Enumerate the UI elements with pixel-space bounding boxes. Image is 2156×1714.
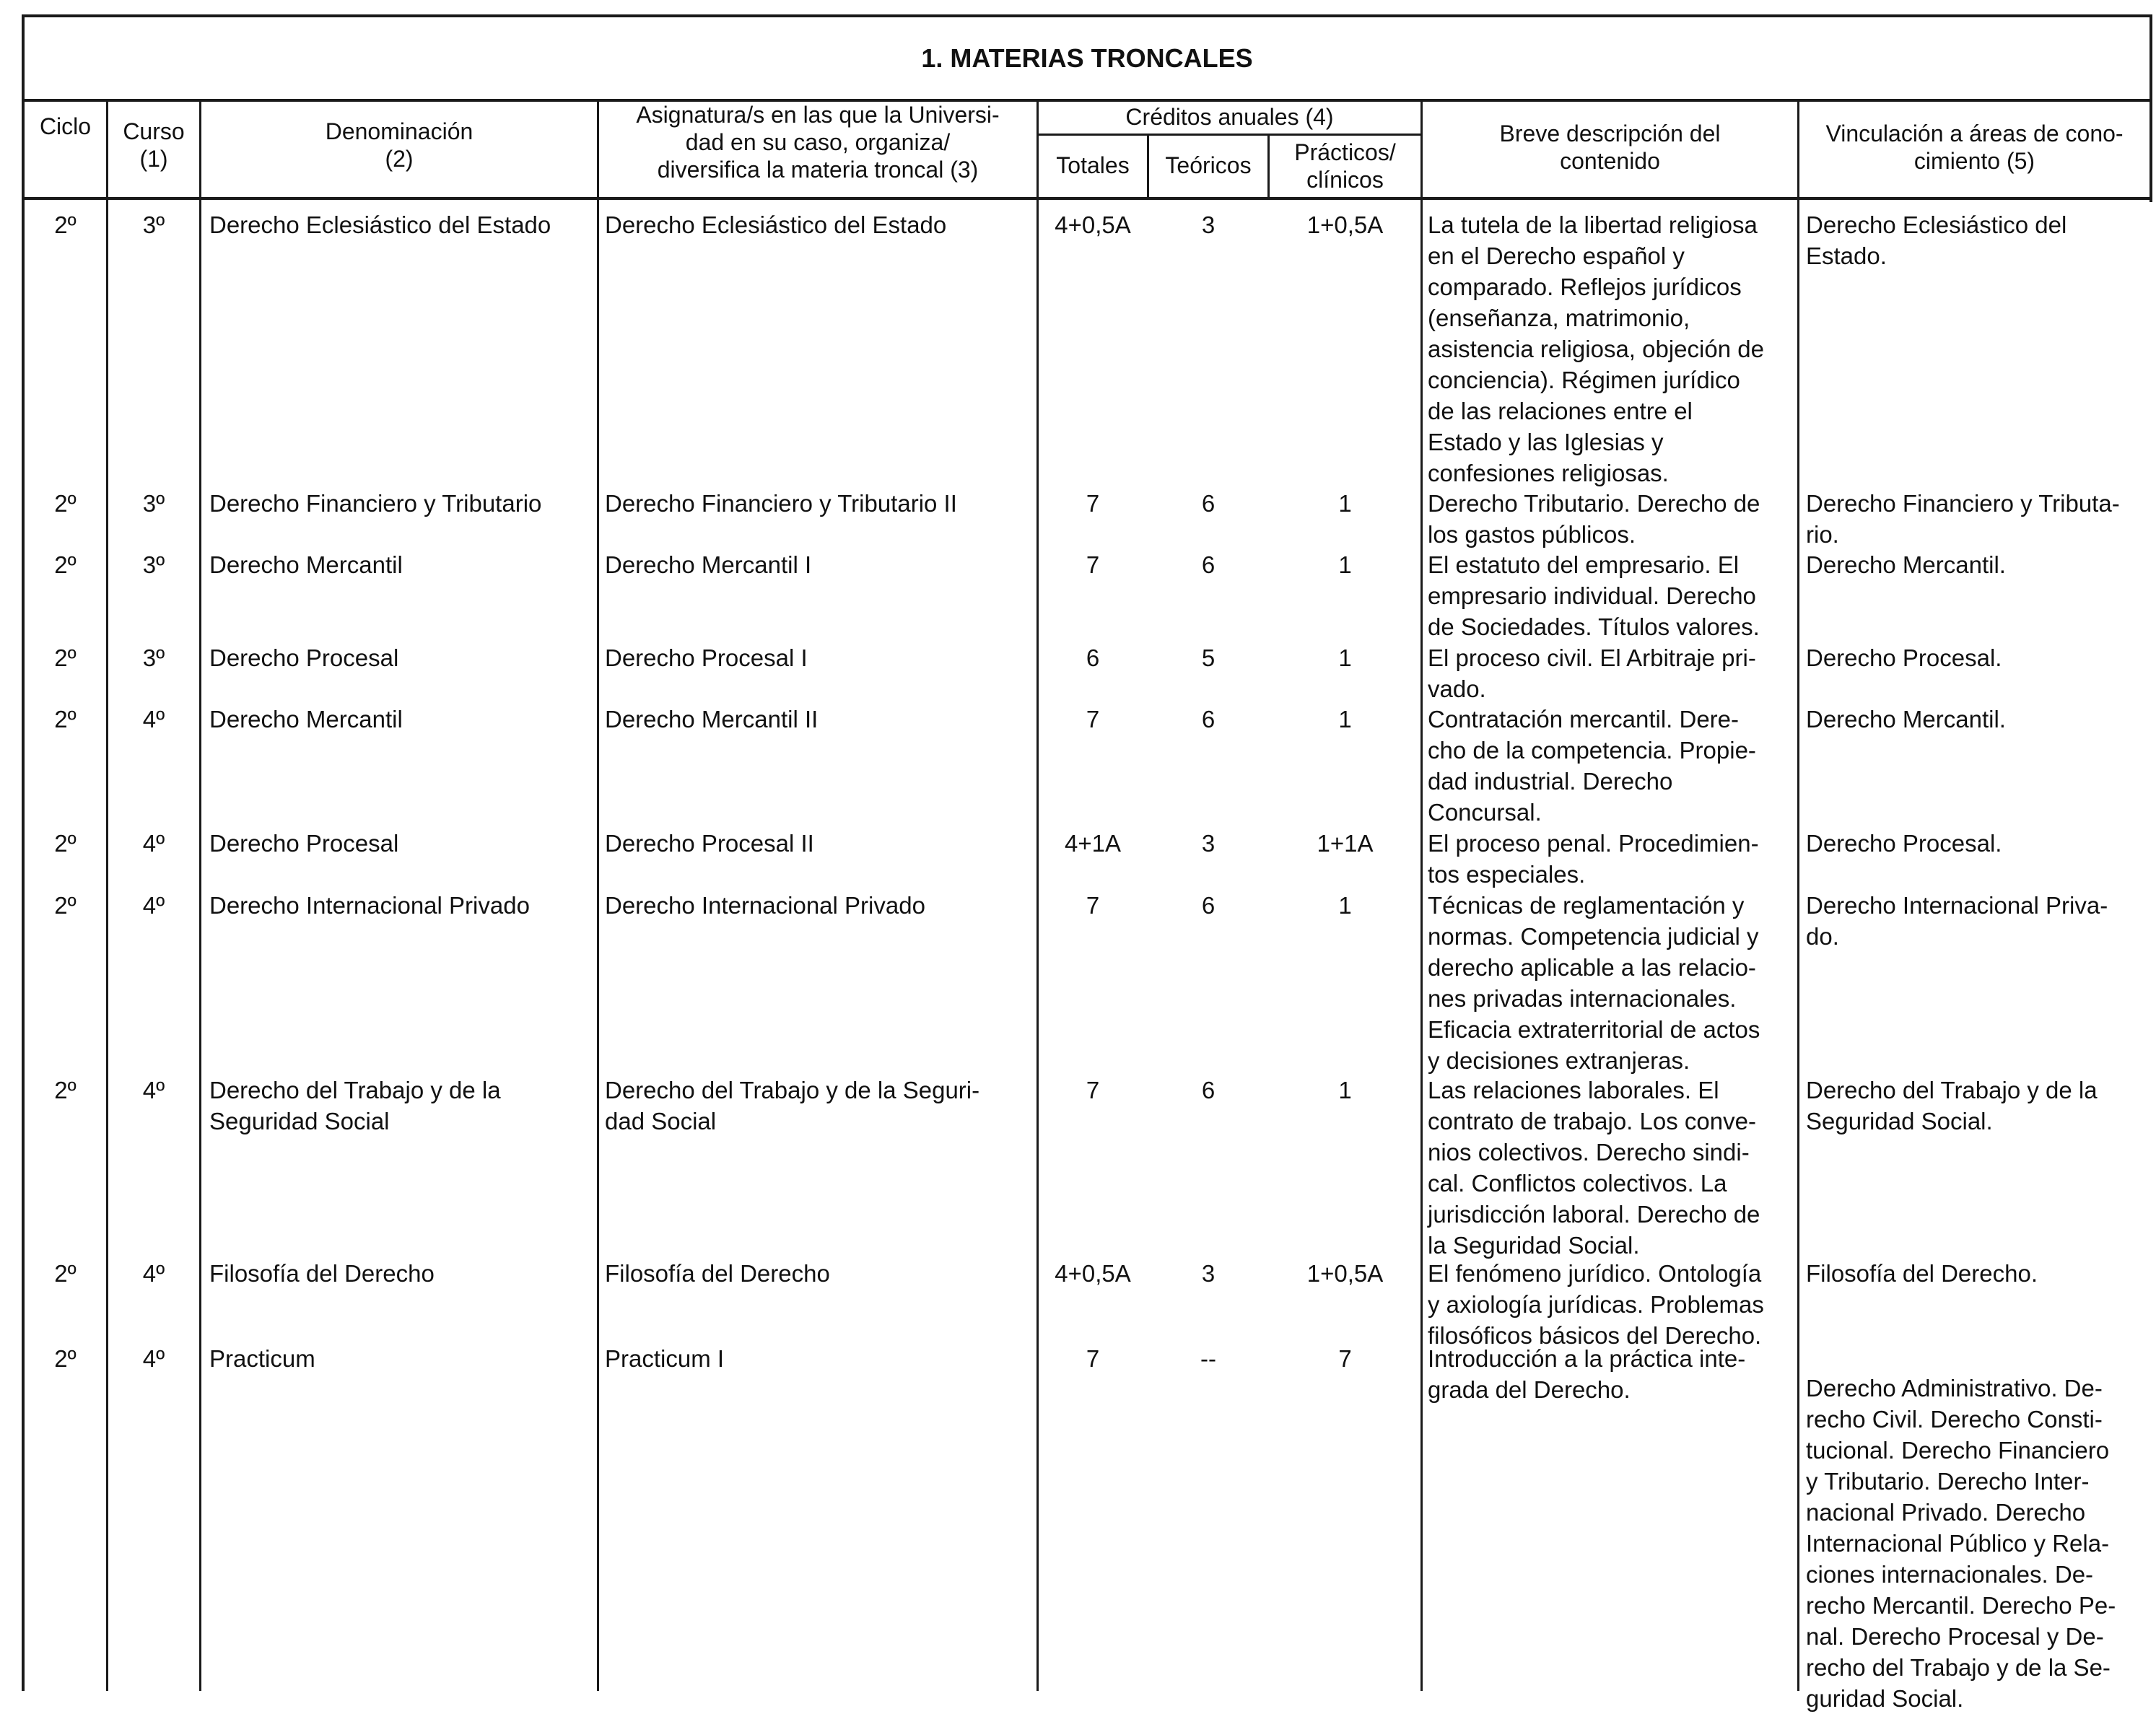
cell-descripcion: El proceso civil. El Arbitraje pri- vado. — [1428, 644, 1756, 702]
cell-practicos: 1 — [1338, 1077, 1352, 1103]
cell-descripcion: Las relaciones laborales. El contrato de trabajo. Los conve- nios colectivos. Derecho sindi- cal. Conflictos colectivos. La jurisdicción laboral. Derecho de la Seguridad Social. — [1428, 1077, 1760, 1259]
table-title: 1. MATERIAS TRONCALES — [921, 43, 1253, 73]
col-sep-3 — [597, 100, 599, 1691]
cell-vinculacion: Derecho Eclesiástico del Estado. — [1806, 211, 2067, 269]
rule-top — [22, 14, 2152, 17]
cell-asignatura: Derecho Procesal I — [605, 644, 808, 671]
cell-ciclo: 2º — [54, 1260, 77, 1287]
cell-asignatura: Practicum I — [605, 1345, 725, 1372]
cell-descripcion: La tutela de la libertad religiosa en el Derecho español y comparado. Reflejos jurídicos (enseñanza, matrimonio, asistencia religiosa, objeción de conciencia). Régimen jurídico de las relaciones entre el Estado y las Iglesias y confesiones religiosas. — [1428, 211, 1764, 486]
cell-totales: 7 — [1086, 490, 1100, 517]
col-sep-2 — [199, 100, 201, 1691]
rule-title-bottom — [22, 99, 2152, 102]
cell-totales: 7 — [1086, 551, 1100, 578]
cell-denominacion: Derecho Procesal — [209, 830, 399, 857]
cell-ciclo: 2º — [54, 551, 77, 578]
cell-curso: 4º — [142, 706, 165, 733]
cell-asignatura: Derecho Internacional Privado — [605, 892, 925, 919]
cell-totales: 7 — [1086, 1077, 1100, 1103]
cell-vinculacion: Derecho Administrativo. De- recho Civil. Derecho Consti- tucional. Derecho Financiero y Tributario. Derecho Inter- nacional Privado. Derecho Internacional Público y Rela- ciones internacionales. De- recho Mercantil. Derecho Pe- nal. Derecho Procesal y De- recho del Trabajo y de la Se- guridad Social. — [1806, 1375, 2116, 1712]
cell-ciclo: 2º — [54, 830, 77, 857]
cell-vinculacion: Filosofía del Derecho. — [1806, 1260, 2038, 1287]
cell-vinculacion: Derecho Financiero y Tributa- rio. — [1806, 490, 2120, 548]
cell-denominacion: Derecho Procesal — [209, 644, 399, 671]
cell-asignatura: Derecho Mercantil I — [605, 551, 812, 578]
cell-curso: 4º — [142, 1077, 165, 1103]
cell-teoricos: 6 — [1201, 551, 1216, 578]
cell-descripcion: Contratación mercantil. Dere- cho de la competencia. Propie- dad industrial. Derecho Concursal. — [1428, 706, 1756, 826]
cell-teoricos: 6 — [1201, 1077, 1216, 1103]
col-sep-8 — [1797, 100, 1799, 1691]
cell-ciclo: 2º — [54, 1077, 77, 1103]
cell-practicos: 1 — [1338, 551, 1352, 578]
cell-totales: 4+0,5A — [1055, 211, 1131, 238]
cell-totales: 6 — [1086, 644, 1100, 671]
cell-curso: 3º — [142, 551, 165, 578]
cell-denominacion: Derecho Eclesiástico del Estado — [209, 211, 551, 238]
cell-ciclo: 2º — [54, 644, 77, 671]
cell-vinculacion: Derecho Internacional Priva- do. — [1806, 892, 2108, 950]
cell-descripcion: El estatuto del empresario. El empresario individual. Derecho de Sociedades. Títulos valores. — [1428, 551, 1760, 640]
cell-vinculacion: Derecho Procesal. — [1806, 644, 2002, 671]
cell-curso: 4º — [142, 892, 165, 919]
cell-denominacion: Derecho Mercantil — [209, 706, 403, 733]
cell-practicos: 1+0,5A — [1306, 1260, 1384, 1287]
cell-ciclo: 2º — [54, 706, 77, 733]
cell-teoricos: 3 — [1201, 211, 1216, 238]
cell-descripcion: Técnicas de reglamentación y normas. Competencia judicial y derecho aplicable a las relacio- nes privadas internacionales. Eficacia extraterritorial de actos y decisiones extranjeras. — [1428, 892, 1760, 1074]
cell-curso: 4º — [142, 1260, 165, 1287]
cell-totales: 4+1A — [1065, 830, 1121, 857]
header-asignatura: Asignatura/s en las que la Universi- dad en su caso, organiza/ diversifica la materia troncal (3) — [636, 102, 1000, 183]
cell-teoricos: 5 — [1201, 644, 1216, 671]
cell-asignatura: Derecho Mercantil II — [605, 706, 819, 733]
cell-practicos: 7 — [1338, 1345, 1352, 1372]
cell-totales: 4+0,5A — [1055, 1260, 1131, 1287]
cell-teoricos: -- — [1200, 1345, 1216, 1372]
rule-right — [2150, 14, 2152, 202]
cell-ciclo: 2º — [54, 892, 77, 919]
header-curso: Curso (1) — [123, 118, 185, 172]
header-vinculacion: Vinculación a áreas de cono- cimiento (5) — [1825, 121, 2124, 174]
rule-header-bottom — [22, 197, 2152, 200]
cell-descripcion: El proceso penal. Procedimien- tos especiales. — [1428, 830, 1759, 888]
cell-asignatura: Derecho del Trabajo y de la Seguri- dad Social — [605, 1077, 980, 1134]
rule-creditos-sub — [1037, 134, 1422, 136]
cell-asignatura: Derecho Financiero y Tributario II — [605, 490, 957, 517]
header-practicos: Prácticos/ clínicos — [1294, 139, 1396, 193]
header-ciclo: Ciclo — [39, 113, 92, 139]
header-teoricos: Teóricos — [1165, 152, 1252, 178]
cell-teoricos: 3 — [1201, 830, 1216, 857]
cell-denominacion: Derecho Internacional Privado — [209, 892, 530, 919]
cell-totales: 7 — [1086, 892, 1100, 919]
cell-ciclo: 2º — [54, 490, 77, 517]
cell-descripcion: Introducción a la práctica inte- grada del Derecho. — [1428, 1345, 1746, 1403]
cell-totales: 7 — [1086, 706, 1100, 733]
header-creditos: Créditos anuales (4) — [1125, 104, 1334, 130]
cell-curso: 3º — [142, 644, 165, 671]
cell-asignatura: Derecho Procesal II — [605, 830, 814, 857]
cell-teoricos: 6 — [1201, 490, 1216, 517]
cell-denominacion: Filosofía del Derecho — [209, 1260, 435, 1287]
header-totales: Totales — [1056, 152, 1130, 178]
cell-curso: 3º — [142, 490, 165, 517]
cell-ciclo: 2º — [54, 1345, 77, 1372]
cell-denominacion: Derecho Financiero y Tributario — [209, 490, 542, 517]
cell-vinculacion: Derecho del Trabajo y de la Seguridad Social. — [1806, 1077, 2098, 1134]
cell-practicos: 1 — [1338, 644, 1352, 671]
header-denominacion: Denominación (2) — [325, 118, 473, 172]
cell-asignatura: Filosofía del Derecho — [605, 1260, 830, 1287]
cell-denominacion: Derecho Mercantil — [209, 551, 403, 578]
cell-practicos: 1+1A — [1317, 830, 1374, 857]
cell-practicos: 1 — [1338, 706, 1352, 733]
cell-practicos: 1 — [1338, 892, 1352, 919]
header-descripcion: Breve descripción del contenido — [1499, 121, 1721, 174]
cell-denominacion: Practicum — [209, 1345, 315, 1372]
cell-curso: 3º — [142, 211, 165, 238]
cell-descripcion: El fenómeno jurídico. Ontología y axiología jurídicas. Problemas filosóficos básicos del Derecho. — [1428, 1260, 1764, 1349]
cell-vinculacion: Derecho Procesal. — [1806, 830, 2002, 857]
cell-curso: 4º — [142, 830, 165, 857]
cell-teoricos: 3 — [1201, 1260, 1216, 1287]
cell-asignatura: Derecho Eclesiástico del Estado — [605, 211, 947, 238]
cell-denominacion: Derecho del Trabajo y de la Seguridad Social — [209, 1077, 501, 1134]
cell-vinculacion: Derecho Mercantil. — [1806, 551, 2006, 578]
cell-practicos: 1 — [1338, 490, 1352, 517]
cell-vinculacion: Derecho Mercantil. — [1806, 706, 2006, 733]
col-sep-7 — [1420, 100, 1423, 1691]
cell-curso: 4º — [142, 1345, 165, 1372]
cell-totales: 7 — [1086, 1345, 1100, 1372]
cell-teoricos: 6 — [1201, 892, 1216, 919]
cell-ciclo: 2º — [54, 211, 77, 238]
cell-teoricos: 6 — [1201, 706, 1216, 733]
cell-practicos: 1+0,5A — [1306, 211, 1384, 238]
cell-descripcion: Derecho Tributario. Derecho de los gastos públicos. — [1428, 490, 1760, 548]
